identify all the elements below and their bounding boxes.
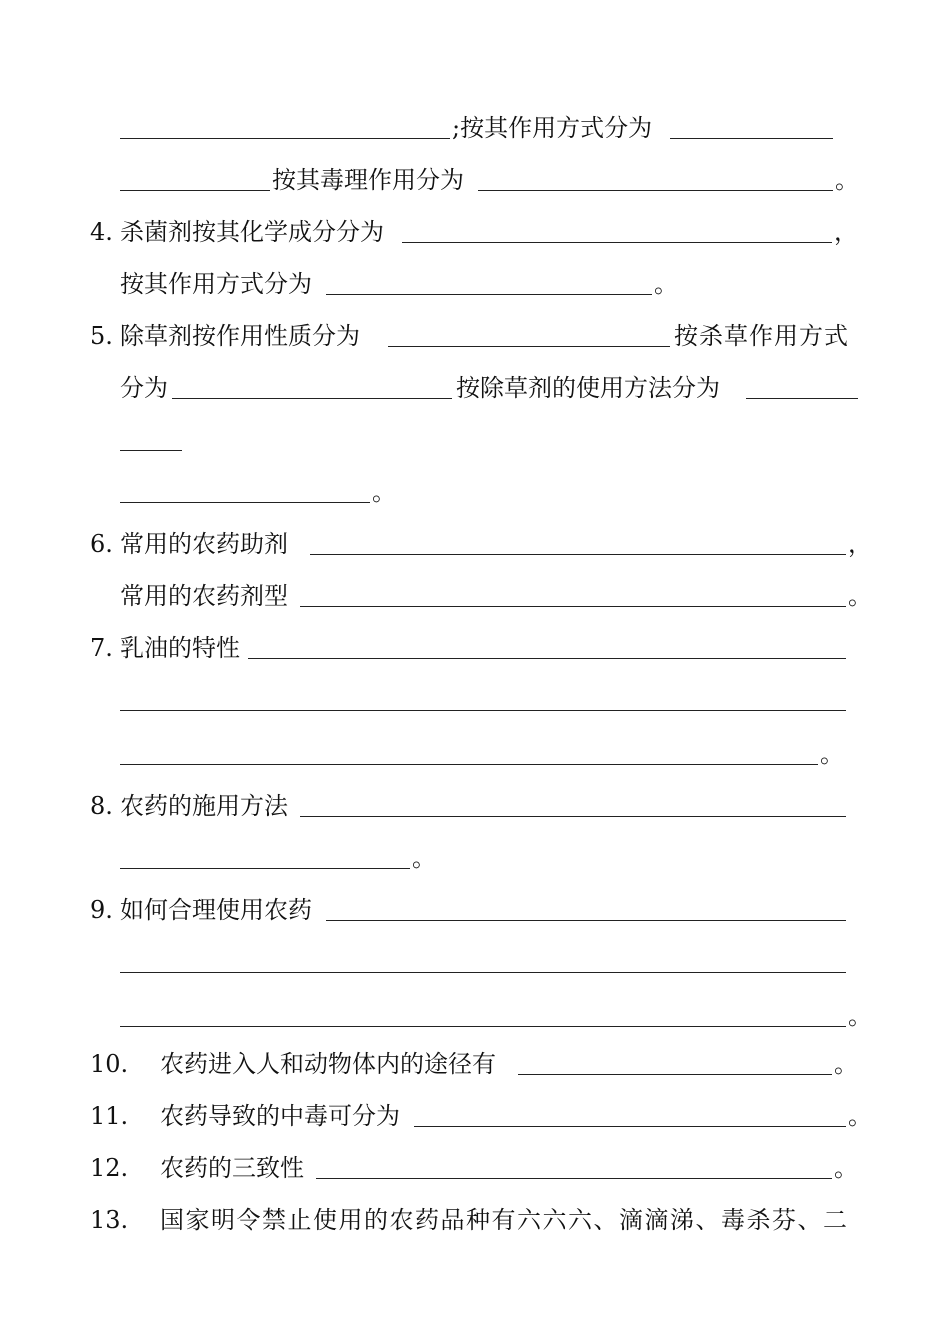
question-11	[0, 1096, 950, 1136]
answer-blank[interactable]	[300, 816, 846, 817]
question-number: 6.	[90, 530, 113, 558]
question-8-cont	[0, 838, 950, 878]
question-8	[0, 786, 950, 826]
question-number: 13.	[90, 1206, 129, 1234]
answer-blank[interactable]	[120, 972, 846, 973]
question-6-cont	[0, 576, 950, 616]
end-punct: 。	[654, 270, 678, 298]
answer-blank[interactable]	[518, 1074, 832, 1075]
question-5-cont3	[0, 472, 950, 512]
prompt-text: 如何合理使用农药	[120, 896, 312, 924]
prompt-text: 国家明令禁止使用的农药品种有六六六、滴滴涕、毒杀芬、二	[160, 1206, 849, 1234]
question-number: 12.	[90, 1154, 129, 1182]
prompt-text: 分为	[120, 374, 168, 402]
answer-blank[interactable]	[120, 502, 370, 503]
prompt-text: 除草剂按作用性质分为	[120, 322, 360, 350]
prompt-text: 按其毒理作用分为	[272, 166, 464, 194]
prompt-text: 按除草剂的使用方法分为	[456, 374, 720, 402]
question-number: 7.	[90, 634, 113, 662]
line-1	[0, 108, 950, 148]
question-4-cont	[0, 264, 950, 304]
end-punct: 。	[412, 844, 436, 872]
answer-blank[interactable]	[326, 294, 652, 295]
prompt-text: 农药进入人和动物体内的途径有	[160, 1050, 496, 1078]
question-number: 10.	[90, 1050, 129, 1078]
question-5-cont2	[0, 420, 950, 460]
answer-blank[interactable]	[316, 1178, 832, 1179]
answer-blank[interactable]	[120, 868, 410, 869]
answer-blank[interactable]	[326, 920, 846, 921]
prompt-text: 按杀草作用方式	[674, 322, 849, 350]
answer-blank[interactable]	[120, 190, 270, 191]
question-7	[0, 628, 950, 668]
question-4	[0, 212, 950, 252]
answer-blank[interactable]	[414, 1126, 846, 1127]
prompt-text: ;按其作用方式分为	[452, 114, 653, 142]
question-number: 11.	[90, 1102, 129, 1130]
end-punct: 。	[834, 1050, 858, 1078]
question-9	[0, 890, 950, 930]
end-punct: 。	[372, 478, 396, 506]
end-punct: 。	[848, 582, 872, 610]
end-punct: 。	[834, 1154, 858, 1182]
question-number: 5.	[90, 322, 113, 350]
end-punct: 。	[835, 166, 859, 194]
question-7-cont	[0, 680, 950, 720]
end-punct: ，	[834, 218, 858, 246]
answer-blank[interactable]	[300, 606, 846, 607]
end-punct: 。	[848, 1002, 872, 1030]
end-punct: ，	[848, 530, 872, 558]
prompt-text: 乳油的特性	[120, 634, 240, 662]
question-12	[0, 1148, 950, 1188]
question-5	[0, 316, 950, 356]
question-9-cont	[0, 942, 950, 982]
prompt-text: 按其作用方式分为	[120, 270, 312, 298]
prompt-text: 农药导致的中毒可分为	[160, 1102, 400, 1130]
answer-blank[interactable]	[120, 450, 182, 451]
end-punct: 。	[848, 1102, 872, 1130]
prompt-text: 农药的三致性	[160, 1154, 304, 1182]
line-2	[0, 160, 950, 200]
question-10	[0, 1044, 950, 1084]
prompt-text: 常用的农药助剂	[120, 530, 288, 558]
prompt-text: 常用的农药剂型	[120, 582, 288, 610]
question-13	[0, 1200, 950, 1240]
answer-blank[interactable]	[120, 764, 818, 765]
answer-blank[interactable]	[670, 138, 833, 139]
answer-blank[interactable]	[388, 346, 670, 347]
answer-blank[interactable]	[746, 398, 858, 399]
question-number: 4.	[90, 218, 113, 246]
question-9-cont2	[0, 996, 950, 1036]
answer-blank[interactable]	[120, 710, 846, 711]
answer-blank[interactable]	[310, 554, 846, 555]
answer-blank[interactable]	[402, 242, 832, 243]
answer-blank[interactable]	[478, 190, 833, 191]
question-6	[0, 524, 950, 564]
answer-blank[interactable]	[120, 1026, 846, 1027]
prompt-text: 杀菌剂按其化学成分分为	[120, 218, 384, 246]
end-punct: 。	[820, 740, 844, 768]
answer-blank[interactable]	[248, 658, 846, 659]
question-7-cont2	[0, 734, 950, 774]
answer-blank[interactable]	[120, 138, 450, 139]
question-number: 8.	[90, 792, 113, 820]
question-5-cont	[0, 368, 950, 408]
question-number: 9.	[90, 896, 113, 924]
answer-blank[interactable]	[172, 398, 452, 399]
prompt-text: 农药的施用方法	[120, 792, 288, 820]
